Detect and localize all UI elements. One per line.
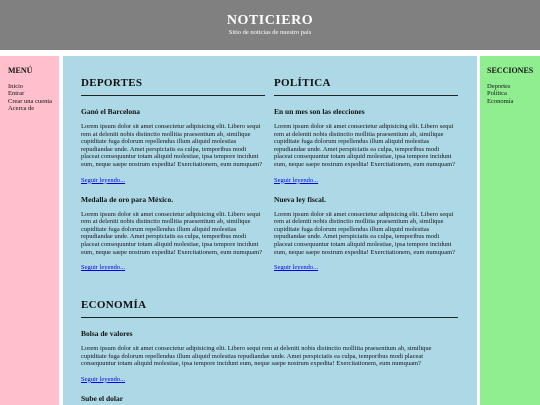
right-sidebar-sections bbox=[480, 56, 540, 405]
section-divider bbox=[274, 95, 458, 96]
sections-title: SECCIONES bbox=[487, 66, 534, 75]
article-body: Lorem ipsum dolor sit amet consectetur adipisicing elit. Libero sequi rem at deleniti nobis distinctio mollitia praesentium ab, similique cupiditate fuga dolorum repellendus illum aliquid molestias repudiandae unde. Amet perspiciatis ea culpa, temporibus modi placeat consequuntur totam aliquid molestiae, ipsa tempore incidunt eum, neque saepe nostrum expedita! Exercitationem, eum numquam? bbox=[81, 123, 263, 168]
section-politica bbox=[274, 77, 458, 274]
left-sidebar-menu bbox=[0, 56, 59, 405]
section-divider bbox=[81, 95, 265, 96]
read-more-link[interactable]: Seguir leyendo... bbox=[274, 264, 319, 272]
article-title: Bolsa de valores bbox=[81, 329, 133, 338]
section-link-economia[interactable]: Economía bbox=[487, 97, 514, 105]
section-deportes bbox=[81, 77, 265, 274]
article-title: Sube el dolar bbox=[81, 393, 124, 403]
section-link-politica[interactable]: Política bbox=[487, 90, 507, 98]
section-divider bbox=[81, 317, 458, 318]
article-body: Lorem ipsum dolor sit amet consectetur adipisicing elit. Libero sequi rem at deleniti nobis distinctio mollitia praesentium ab, similique cupiditate fuga dolorum repellendus illum aliquid molestias repudiandae unde. Amet perspiciatis ea culpa, temporibus modi placeat consequuntur totam aliquid molestiae, ipsa tempore incidunt eum, neque saepe nostrum expedita! Exercitationem, eum numquam? bbox=[274, 123, 456, 168]
menu-item-crear-cuenta[interactable]: Crear una cuenta bbox=[8, 97, 53, 105]
site-subtitle: Sitio de noticias de nuestro país bbox=[228, 29, 312, 36]
menu-item-acerca-de[interactable]: Acerca de bbox=[8, 104, 35, 112]
article-body: Lorem ipsum dolor sit amet consectetur adipisicing elit. Libero sequi rem at deleniti nobis distinctio mollitia praesentium ab, similique cupiditate fuga dolorum repellendus illum aliquid molestias repudiandae unde. Amet perspiciatis ea culpa, temporibus modi placeat consequuntur totam aliquid molestiae, ipsa tempore incidunt eum, neque saepe nostrum expedita! Exercitationem, eum numquam? bbox=[81, 210, 263, 256]
article-title: Medalla de oro para México. bbox=[81, 194, 174, 204]
section-economia bbox=[81, 299, 458, 403]
article-title: En un mes son las elecciones bbox=[274, 107, 365, 116]
read-more-link[interactable]: Seguir leyendo... bbox=[274, 176, 319, 184]
section-title-politica: POLÍTICA bbox=[274, 77, 331, 89]
menu-item-entrar[interactable]: Entrar bbox=[8, 90, 25, 98]
article-title: Ganó el Barcelona bbox=[81, 107, 141, 116]
read-more-link[interactable]: Seguir leyendo... bbox=[81, 375, 126, 383]
article-body: Lorem ipsum dolor sit amet consectetur adipisicing elit. Libero sequi rem at deleniti nobis distinctio mollitia praesentium ab, similique cupiditate fuga dolorum repellendus illum aliquid molestias repudiandae unde. Amet perspiciatis ea culpa, temporibus modi placeat consequuntur totam aliquid molestiae, ipsa tempore incidunt eum, neque saepe nostrum expedita! Exercitationem, eum numquam? bbox=[81, 345, 432, 368]
menu-title: MENÚ bbox=[8, 66, 33, 75]
section-title-deportes: DEPORTES bbox=[81, 77, 143, 89]
article-body: Lorem ipsum dolor sit amet consectetur adipisicing elit. Libero sequi rem at deleniti nobis distinctio mollitia praesentium ab, similique cupiditate fuga dolorum repellendus illum aliquid molestias repudiandae unde. Amet perspiciatis ea culpa, temporibus modi placeat consequuntur totam aliquid molestiae, ipsa tempore incidunt eum, neque saepe nostrum expedita! Exercitationem, eum numquam? bbox=[274, 210, 456, 256]
menu-item-inicio[interactable]: Inicio bbox=[8, 83, 24, 90]
section-title-economia: ECONOMÍA bbox=[81, 299, 147, 311]
article-title: Nueva ley fiscal. bbox=[274, 194, 326, 204]
read-more-link[interactable]: Seguir leyendo... bbox=[81, 264, 126, 272]
main-content bbox=[63, 56, 477, 405]
read-more-link[interactable]: Seguir leyendo... bbox=[81, 176, 126, 184]
site-header bbox=[0, 0, 540, 50]
section-link-deportes[interactable]: Deportes bbox=[487, 83, 511, 90]
site-title: NOTICIERO bbox=[226, 13, 314, 28]
